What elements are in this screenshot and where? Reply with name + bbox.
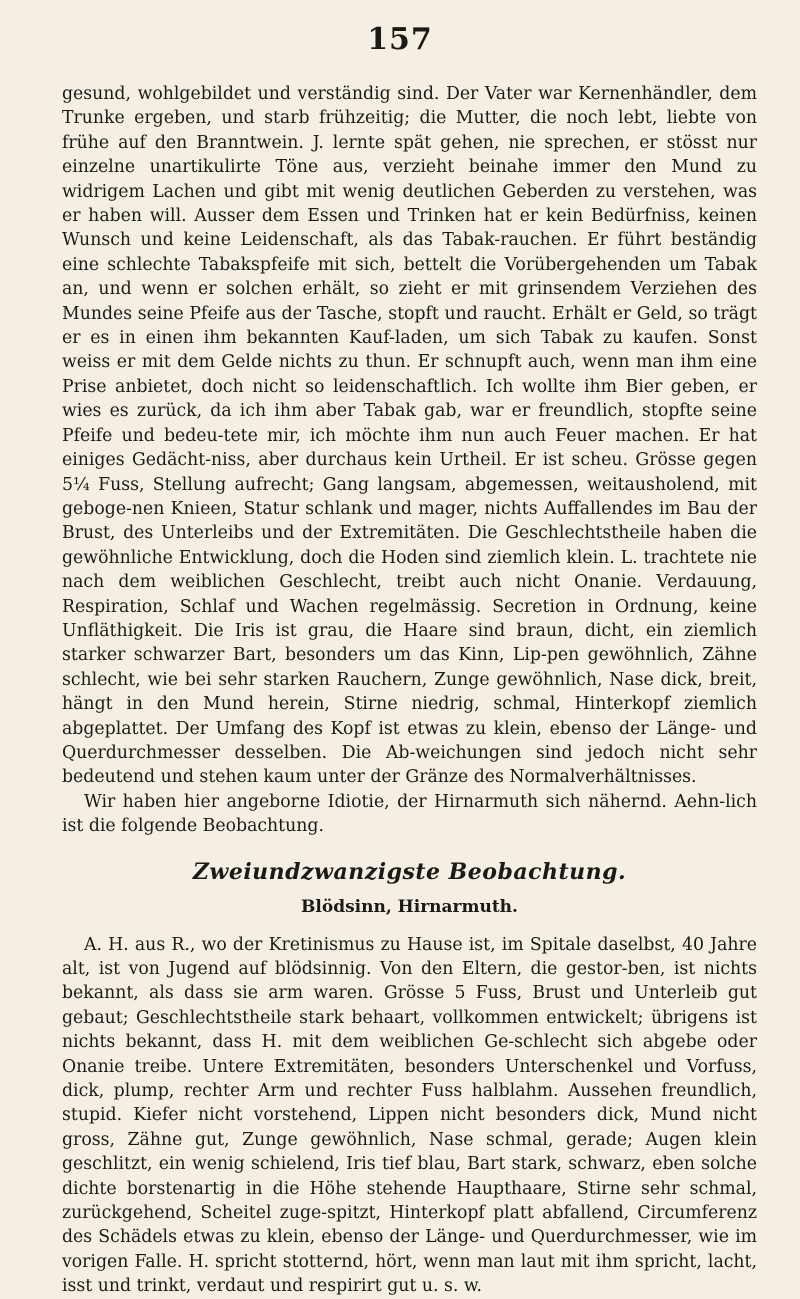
body-text xyxy=(62,82,757,1299)
paragraph-summary: Wir haben hier angeborne Idiotie, der Hirnarmuth sich nähernd. Aehn-lich ist die folgende Beobachtung. xyxy=(62,791,757,837)
paragraph-observation: A. H. aus R., wo der Kretinismus zu Hause ist, im Spitale daselbst, 40 Jahre alt, ist von Jugend auf blödsinnig. Von den Eltern, die gestor-ben, ist nichts bekannt, als dass sie arm waren. Grösse 5 Fuss, Brust und Unterleib gut gebaut; Geschlechtstheile stark behaart, vollkommen entwickelt; übrigens ist nichts bekannt, dass H. mit dem weiblichen Ge-schlecht sich abgebe oder Onanie treibe. Untere Extremitäten, besonders Unterschenkel und Vorfuss, dick, plump, rechter Arm und rechter Fuss halblahm. Aussehen freundlich, stupid. Kiefer nicht vorstehend, Lippen nicht besonders dick, Mund nicht gross, Zähne gut, Zunge gewöhnlich, Nase schmal, gerade; Augen klein geschlitzt, ein wenig schielend, Iris tief blau, Bart stark, schwarz, eben solche dichte borstenartig in die Höhe stehende Haupthaare, Stirne sehr schmal, zurückgehend, Scheitel zuge-spitzt, Hinterkopf platt abfallend, Circumferenz des Schädels etwas zu klein, ebenso der Länge- und Querdurchmesser, wie im vorigen Falle. H. spricht stotternd, hört, wenn man laut mit ihm spricht, lacht, isst und trinkt, verdaut und respirirt gut u. s. w. xyxy=(62,934,757,1297)
section-subheading: Blödsinn, Hirnarmuth. xyxy=(301,896,518,917)
page-number: 157 xyxy=(367,22,433,57)
section-heading: Zweiundzwanzigste Beobachtung. xyxy=(192,858,627,885)
paragraph-case-description: gesund, wohlgebildet und verständig sind. Der Vater war Kernenhändler, dem Trunke ergeben, und starb frühzeitig; die Mutter, die noch lebt, liebte von frühe auf den Branntwein. J. lernte spät gehen, nie sprechen, er stösst nur einzelne unartikulirte Töne aus, verzieht beinahe immer den Mund zu widrigem Lachen und gibt mit wenig deutlichen Geberden zu verstehen, was er haben will. Ausser dem Essen und Trinken hat er kein Bedürfniss, keinen Wunsch und keine Leidenschaft, als das Tabak-rauchen. Er führt beständig eine schlechte Tabakspfeife mit sich, bettelt die Vorübergehenden um Tabak an, und wenn er solchen erhält, so zieht er mit grinsendem Verziehen des Mundes seine Pfeife aus der Tasche, stopft und raucht. Erhält er Geld, so trägt er es in einen ihm bekannten Kauf-laden, um sich Tabak zu kaufen. Sonst weiss er mit dem Gelde nichts zu thun. Er schnupft auch, wenn man ihm eine Prise anbietet, doch nicht so leidenschaftlich. Ich wollte ihm Bier geben, er wies es zurück, da ich ihm aber Tabak gab, war er freundlich, stopfte seine Pfeife und bedeu-tete mir, ich möchte ihm nun auch Feuer machen. Er hat einiges Gedächt-niss, aber durchaus kein Urtheil. Er ist scheu. Grösse gegen 5¼ Fuss, Stellung aufrecht; Gang langsam, abgemessen, weitausholend, mit geboge-nen Knieen, Statur schlank und mager, nichts Auffallendes im Bau der Brust, des Unterleibs und der Extremitäten. Die Geschlechtstheile haben die gewöhnliche Entwicklung, doch die Hoden sind ziemlich klein. L. trachtete nie nach dem weiblichen Geschlecht, treibt auch nicht Onanie. Verdauung, Respiration, Schlaf und Wachen regelmässig. Secretion in Ordnung, keine Unfläthigkeit. Die Iris ist grau, die Haare sind braun, dicht, ein ziemlich starker schwarzer Bart, besonders um das Kinn, Lip-pen gewöhnlich, Zähne schlecht, wie bei sehr starken Rauchern, Zunge gewöhnlich, Nase dick, breit, hängt in den Mund herein, Stirne niedrig, schmal, Hinterkopf ziemlich abgeplattet. Der Umfang des Kopf ist etwas zu klein, ebenso der Länge- und Querdurchmesser desselben. Die Ab-weichungen sind jedoch nicht sehr bedeutend und stehen kaum unter der Gränze des Normalverhältnisses. xyxy=(62,84,757,788)
